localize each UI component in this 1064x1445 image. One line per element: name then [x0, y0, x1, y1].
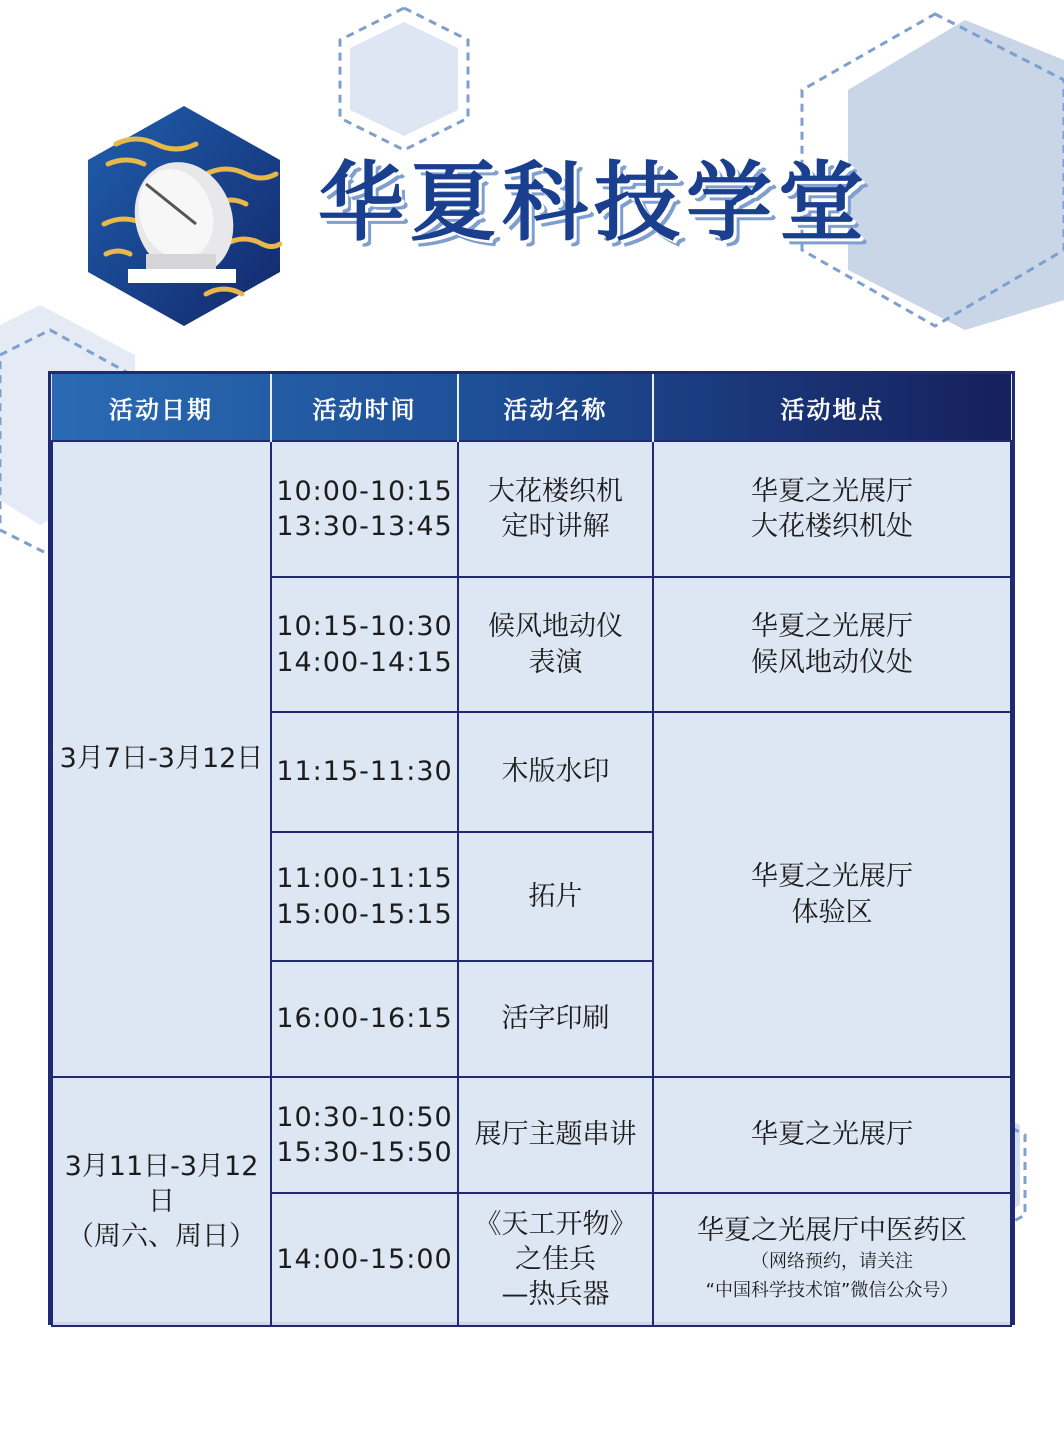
name-cell	[458, 577, 653, 712]
name-cell	[458, 712, 653, 832]
name-text: 拓片	[528, 880, 583, 912]
location-text: 华夏之光展厅	[751, 611, 913, 643]
location-cell	[653, 577, 1011, 712]
header-date: 活动日期	[52, 374, 271, 441]
table-row	[52, 1077, 1011, 1193]
reservation-note: （网络预约，请关注	[751, 1251, 913, 1273]
time-text: 13:30-13:45	[276, 511, 453, 542]
location-text: 华夏之光展厅	[751, 475, 913, 507]
name-text: 表演	[528, 646, 583, 678]
time-text: 10:00-10:15	[276, 475, 453, 507]
time-cell	[271, 441, 458, 577]
location-text: 体验区	[791, 896, 873, 928]
name-text: —热兵器	[501, 1279, 610, 1311]
name-text: 《天工开物》	[474, 1208, 637, 1240]
time-text: 15:30-15:50	[276, 1137, 453, 1168]
time-cell	[271, 1077, 458, 1193]
location-cell	[653, 441, 1011, 577]
name-text: 之佳兵	[515, 1243, 596, 1275]
name-text: 活字印刷	[501, 1003, 610, 1035]
time-cell	[271, 961, 458, 1077]
date-text: （周六、周日）	[67, 1221, 256, 1253]
location-text: 华夏之光展厅	[751, 1119, 913, 1151]
location-text: 大花楼织机处	[751, 511, 913, 542]
location-cell	[653, 1193, 1011, 1326]
time-text: 14:00-14:15	[276, 646, 453, 678]
reservation-note: “中国科学技术馆”微信公众号）	[705, 1280, 959, 1302]
name-text: 展厅主题串讲	[474, 1119, 637, 1151]
table-header-row	[52, 374, 1011, 441]
date-text: 3月7日-3月12日	[59, 743, 264, 775]
satellite-dish-icon	[86, 104, 282, 328]
location-cell	[653, 1077, 1011, 1193]
header-location: 活动地点	[780, 395, 885, 424]
location-text: 华夏之光展厅中医药区	[697, 1215, 967, 1247]
time-cell	[271, 577, 458, 712]
time-text: 11:00-11:15	[276, 863, 453, 895]
name-text: 大花楼织机	[488, 475, 623, 507]
time-text: 15:00-15:15	[276, 898, 453, 930]
time-cell	[271, 832, 458, 961]
time-text: 11:15-11:30	[276, 756, 453, 788]
name-cell	[458, 1077, 653, 1193]
location-text: 华夏之光展厅	[751, 861, 913, 893]
time-text: 10:30-10:50	[276, 1101, 453, 1133]
date-text: 3月11日-3月12日	[64, 1150, 259, 1217]
header-time: 活动时间	[271, 374, 458, 441]
name-text: 定时讲解	[501, 511, 610, 542]
name-text: 木版水印	[501, 756, 610, 788]
time-text: 14:00-15:00	[276, 1243, 453, 1275]
schedule-table	[48, 371, 1015, 1325]
name-cell	[458, 1193, 653, 1326]
location-cell	[653, 712, 1011, 1077]
date-cell	[52, 1077, 271, 1326]
page-title: 华夏科技学堂	[318, 153, 870, 253]
name-text: 候风地动仪	[488, 611, 623, 643]
hexagon-decoration	[848, 20, 1064, 330]
name-cell	[458, 441, 653, 577]
name-cell	[458, 961, 653, 1077]
time-cell	[271, 712, 458, 832]
time-cell	[271, 1193, 458, 1326]
header-name: 活动名称	[458, 374, 653, 441]
date-cell	[52, 441, 271, 1077]
time-text: 10:15-10:30	[276, 611, 453, 643]
time-text: 16:00-16:15	[276, 1003, 453, 1035]
location-text: 候风地动仪处	[751, 646, 913, 678]
table-row	[52, 441, 1011, 577]
hexagon-decoration	[350, 22, 458, 136]
name-cell	[458, 832, 653, 961]
